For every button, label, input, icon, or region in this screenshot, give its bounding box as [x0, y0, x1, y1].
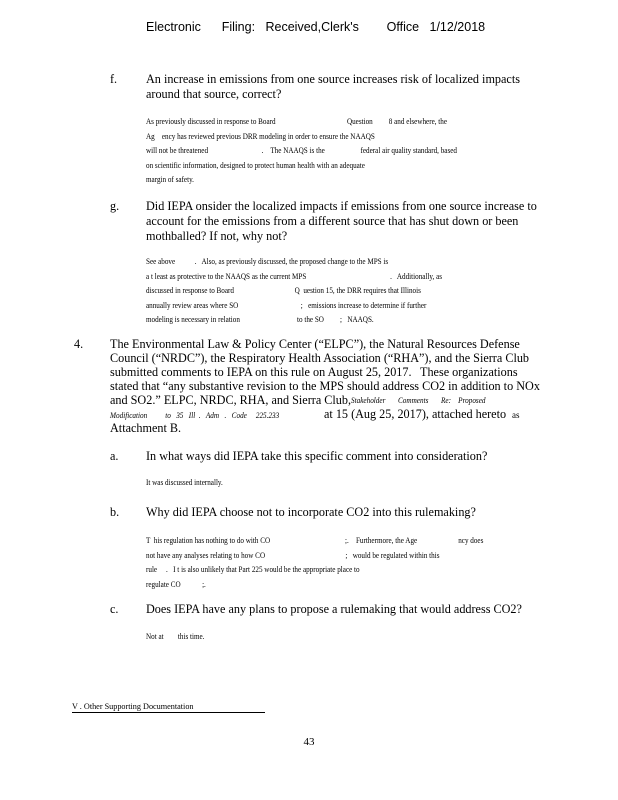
answer-g-line-5: modeling is necessary in relation to the SO ; NAAQS. [146, 315, 374, 324]
answer-a [146, 476, 223, 491]
answer-f-line-1: As previously discussed in response to Board Question 8 and elsewhere, the [146, 117, 448, 126]
answer-g-line-3: discussed in response to Board Q uestion 15, the DRR requires that Illinois [146, 286, 421, 295]
answer-b-line-1: T his regulation has nothing to do with CO ;. Furthermore, the Age ncy does [146, 536, 484, 545]
question-f [110, 72, 590, 102]
answer-b-line-3: rule . I t is also unlikely that Part 225 would be the appropriate place to [146, 565, 360, 574]
question-g-line-3: mothballed? If not, why not? [146, 229, 288, 243]
answer-g-line-2: a t least as protective to the NAAQS as the current MPS . Additionally, as [146, 271, 443, 281]
page-number: 43 [303, 736, 315, 748]
answer-f-line-2: Ag ency has reviewed previous DRR modeling in order to ensure the NAAQS [146, 131, 375, 141]
item-4-line-7: Attachment B. [110, 421, 182, 435]
section-label-other-supporting-documentation: V . Other Supporting Documentation [72, 702, 265, 713]
item-4-line-2: Council (“NRDC”), the Respiratory Health Association (“RHA”), and the Sierra Club [110, 351, 530, 365]
item-4-line-3: submitted comments to IEPA on this rule on August 25, 2017. [110, 365, 412, 379]
question-a [110, 449, 590, 465]
answer-f-line-4: on scientific information, designed to protect human health with an adequate [146, 160, 365, 170]
answer-f-line-3: will not be threatened . The NAAQS is the federal air quality standard, based [146, 146, 457, 155]
question-c-text: Does IEPA have any plans to propose a rulemaking that would address CO2? [146, 602, 522, 616]
item-4-line-5: and SO2.” ELPC, NRDC, RHA, and Sierra Club, [110, 393, 352, 407]
answer-f [146, 115, 457, 188]
item-4-line-4: stated that “any substantive revision to the MPS should address CO2 in addition to NOx [110, 379, 540, 393]
answer-b-line-4: regulate CO ;. [146, 579, 206, 589]
filing-stamp-header: Electronic Filing: Received,Clerk's Office 1/12/2018 [146, 20, 486, 34]
answer-g [146, 255, 442, 328]
item-4-line-5-overlap: Stakeholder Comments Re: Proposed [351, 396, 486, 405]
question-a-number: a. [110, 449, 119, 463]
question-g-number: g. [110, 199, 120, 213]
item-4-line-3-overlap: These organizations [420, 365, 518, 379]
item-4-line-1: The Environmental Law & Policy Center (“ELPC”), the Natural Resources Defense [110, 337, 520, 351]
question-c [110, 602, 590, 618]
question-b-number: b. [110, 505, 120, 519]
question-b [110, 505, 590, 521]
answer-f-line-5: margin of safety. [146, 175, 194, 184]
answer-g-line-4: annually review areas where SO ; emissions increase to determine if further [146, 300, 427, 310]
answer-b [146, 534, 483, 592]
question-g-line-1: Did IEPA onsider the localized impacts if emissions from one source increase to [146, 199, 537, 213]
item-4-number: 4. [74, 337, 84, 351]
question-f-line-2: around that source, correct? [146, 87, 282, 101]
item-4-line-6-tail: as [512, 410, 520, 420]
question-c-number: c. [110, 602, 119, 616]
answer-a-line-1: It was discussed internally. [146, 478, 223, 487]
item-4 [74, 337, 604, 437]
answer-b-line-2: not have any analyses relating to how CO ; would be regulated within this [146, 550, 440, 560]
answer-c-line-1: Not at this time. [146, 632, 205, 641]
item-4-line-6: at 15 (Aug 25, 2017), attached hereto [324, 407, 507, 421]
question-g [110, 199, 590, 245]
question-b-text: Why did IEPA choose not to incorporate CO2 into this rulemaking? [146, 505, 476, 519]
answer-c [146, 630, 204, 645]
answer-g-line-1: See above . Also, as previously discussed, the proposed change to the MPS is [146, 257, 389, 266]
question-g-line-2: account for the emissions from a different source that has shut down or been [146, 214, 519, 228]
question-f-line-1: An increase in emissions from one source increases risk of localized impacts [146, 72, 520, 86]
question-f-number: f. [110, 72, 118, 86]
item-4-line-6-overlap: Modification to 35 Ill . Adm . Code 225.233 [110, 411, 280, 420]
question-a-text: In what ways did IEPA take this specific comment into consideration? [146, 449, 488, 463]
